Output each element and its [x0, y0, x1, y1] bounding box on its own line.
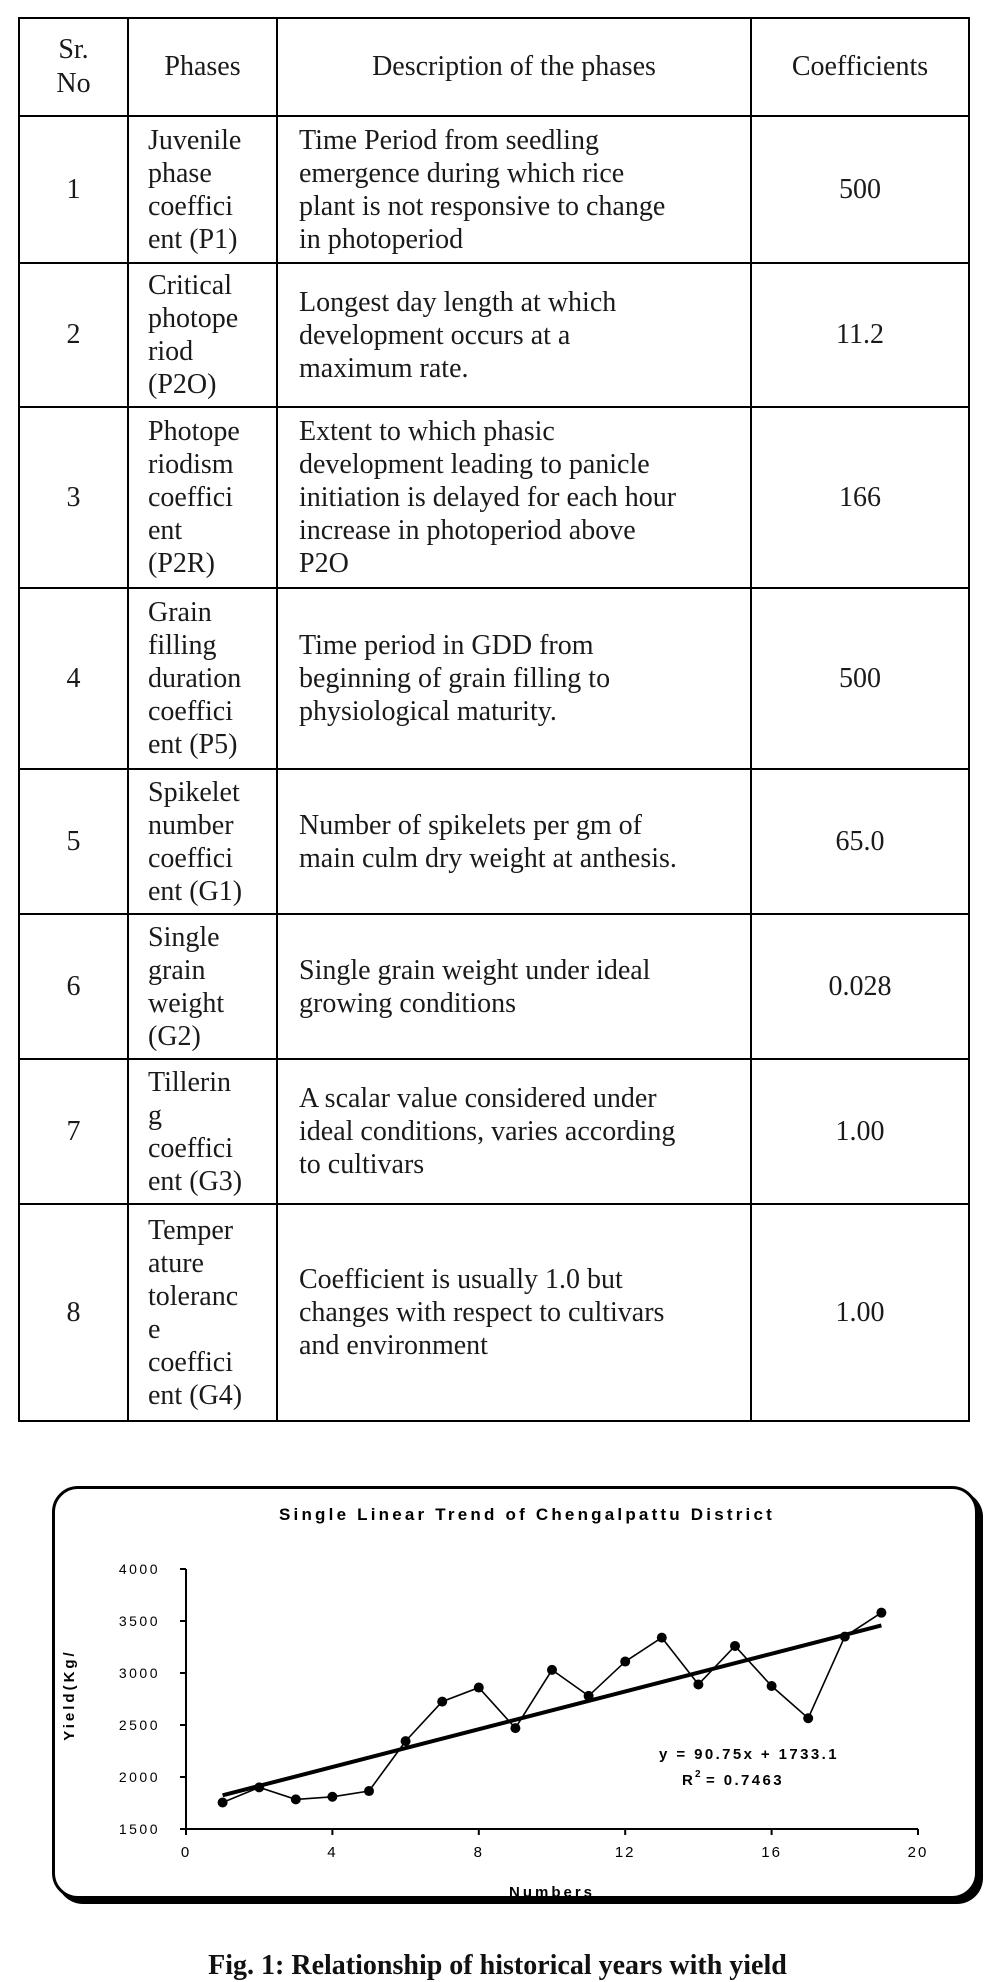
phase-line: (G2)	[148, 1020, 201, 1052]
phase-line: Tillerin	[148, 1066, 231, 1098]
data-point-marker	[474, 1683, 484, 1693]
description-line: Coefficient is usually 1.0 but	[299, 1264, 623, 1295]
cell-sr-no: 5	[19, 769, 128, 914]
description-line: initiation is delayed for each hour	[299, 482, 677, 513]
y-tick-label: 2000	[118, 1769, 160, 1785]
phase-line: e	[148, 1313, 161, 1345]
phase-line: coeffici	[148, 696, 233, 727]
data-point-marker	[730, 1641, 740, 1651]
phase-line: ent (G4)	[148, 1379, 243, 1411]
phase-line: ature	[148, 1247, 204, 1279]
header-sr-no-line2: No	[56, 68, 91, 99]
description-line: development leading to panicle	[299, 449, 650, 480]
data-point-marker	[803, 1713, 813, 1723]
description-line: growing conditions	[299, 987, 516, 1019]
description-line: main culm dry weight at anthesis.	[299, 842, 677, 874]
data-point-marker	[401, 1736, 411, 1746]
cell-sr-no: 1	[19, 116, 128, 263]
data-point-marker	[767, 1681, 777, 1691]
chart-series	[218, 1608, 887, 1808]
data-point-marker	[547, 1665, 557, 1675]
phase-line: riod	[148, 336, 194, 367]
description-line: beginning of grain filling to	[299, 663, 611, 694]
description-line: development occurs at a	[299, 319, 571, 351]
description-line: plant is not responsive to change	[299, 190, 666, 222]
x-tick-label: 20	[907, 1844, 929, 1861]
x-tick-label: 4	[327, 1844, 338, 1861]
cell-sr-no: 7	[19, 1059, 128, 1204]
cell-coefficient: 500	[751, 588, 969, 769]
data-point-marker	[840, 1632, 850, 1642]
phase-line: coeffici	[148, 190, 233, 222]
y-tick-label: 4000	[118, 1561, 160, 1577]
header-coefficients: Coefficients	[751, 18, 969, 116]
phase-line: ent (G3)	[148, 1165, 243, 1197]
header-description: Description of the phases	[277, 18, 751, 116]
trend-equation: y = 90.75x + 1733.1	[659, 1746, 839, 1763]
description-line: Time period in GDD from	[299, 630, 594, 661]
cell-coefficient: 1.00	[751, 1059, 969, 1204]
cell-sr-no: 2	[19, 263, 128, 407]
phase-line: Grain	[148, 597, 212, 628]
description-line: Number of spikelets per gm of	[299, 809, 642, 841]
x-tick-label: 12	[614, 1844, 636, 1861]
cell-sr-no: 8	[19, 1204, 128, 1421]
phase-line: Photope	[148, 416, 240, 447]
x-tick-label: 16	[761, 1844, 782, 1861]
y-tick-label: 3000	[118, 1665, 160, 1681]
data-point-marker	[364, 1786, 374, 1796]
phase-line: (P2R)	[148, 548, 215, 579]
x-tick-label: 8	[473, 1844, 484, 1861]
phase-line: Temper	[148, 1214, 234, 1246]
data-point-marker	[254, 1782, 264, 1792]
phase-line: toleranc	[148, 1280, 239, 1312]
description-line: maximum rate.	[299, 352, 469, 384]
cell-sr-no: 4	[19, 588, 128, 769]
data-point-marker	[437, 1697, 447, 1707]
r-squared-value: = 0.7463	[706, 1772, 785, 1789]
description-line: P2O	[299, 548, 349, 579]
data-point-marker	[657, 1633, 667, 1643]
phase-line: ent	[148, 515, 183, 546]
description-line: Time Period from seedling	[299, 124, 599, 156]
data-point-marker	[291, 1794, 301, 1804]
description-line: Longest day length at which	[299, 286, 617, 318]
cell-coefficient: 11.2	[751, 263, 969, 407]
phase-line: g	[148, 1099, 162, 1131]
cell-sr-no: 6	[19, 914, 128, 1059]
description-line: increase in photoperiod above	[299, 515, 636, 546]
phase-line: photope	[148, 303, 239, 334]
description-line: physiological maturity.	[299, 696, 557, 727]
description-line: Extent to which phasic	[299, 416, 555, 447]
description-line: A scalar value considered under	[299, 1083, 657, 1114]
phase-line: number	[148, 809, 234, 841]
r-squared-superscript: 2	[695, 1769, 701, 1780]
phase-line: grain	[148, 954, 206, 986]
phase-line: phase	[148, 157, 212, 189]
y-tick-label: 2500	[118, 1717, 160, 1733]
chart-axes	[119, 1561, 929, 1861]
data-point-marker	[218, 1797, 228, 1807]
phase-line: Juvenile	[148, 124, 242, 156]
description-line: to cultivars	[299, 1149, 425, 1180]
r-squared-label: R	[682, 1772, 693, 1789]
phase-line: duration	[148, 663, 242, 694]
cell-coefficient: 500	[751, 116, 969, 263]
phase-line: weight	[148, 987, 225, 1019]
chart-title: Single Linear Trend of Chengalpattu District	[279, 1505, 775, 1524]
y-tick-label: 3500	[118, 1613, 160, 1629]
description-line: and environment	[299, 1330, 488, 1361]
phase-line: filling	[148, 630, 217, 661]
data-point-marker	[620, 1657, 630, 1667]
r-squared-annotation	[682, 1769, 784, 1789]
header-sr-no-line1: Sr.	[58, 34, 89, 65]
description-line: Single grain weight under ideal	[299, 954, 651, 986]
description-line: ideal conditions, varies according	[299, 1116, 676, 1147]
cell-coefficient: 166	[751, 407, 969, 588]
data-point-marker	[327, 1792, 337, 1802]
data-point-marker	[876, 1608, 886, 1618]
phase-line: ent (P5)	[148, 729, 238, 760]
phase-line: coeffici	[148, 482, 233, 513]
phase-line: coeffici	[148, 1132, 233, 1164]
data-point-marker	[510, 1723, 520, 1733]
cell-coefficient: 0.028	[751, 914, 969, 1059]
phase-line: riodism	[148, 449, 234, 480]
phase-line: Single	[148, 921, 220, 953]
phase-line: (P2O)	[148, 369, 217, 400]
description-line: changes with respect to cultivars	[299, 1297, 665, 1328]
y-axis-label: Yield(Kg/	[61, 1649, 78, 1741]
phase-line: ent (P1)	[148, 223, 238, 255]
phase-line: Critical	[148, 270, 232, 301]
phase-line: coeffici	[148, 842, 233, 874]
data-point-marker	[693, 1679, 703, 1689]
data-point-marker	[584, 1691, 594, 1701]
y-tick-label: 1500	[118, 1821, 160, 1837]
figure-caption: Fig. 1: Relationship of historical years with yield	[208, 1950, 787, 1981]
header-phases: Phases	[128, 18, 277, 116]
x-axis-label: Numbers	[508, 1884, 596, 1901]
cell-coefficient: 1.00	[751, 1204, 969, 1421]
x-tick-label: 0	[180, 1844, 192, 1861]
phase-line: ent (G1)	[148, 875, 243, 907]
phase-line: Spikelet	[148, 776, 240, 808]
phase-line: coeffici	[148, 1346, 233, 1378]
cell-sr-no: 3	[19, 407, 128, 588]
trend-line	[223, 1625, 882, 1795]
cell-coefficient: 65.0	[751, 769, 969, 914]
description-line: emergence during which rice	[299, 157, 625, 189]
description-line: in photoperiod	[299, 223, 464, 255]
